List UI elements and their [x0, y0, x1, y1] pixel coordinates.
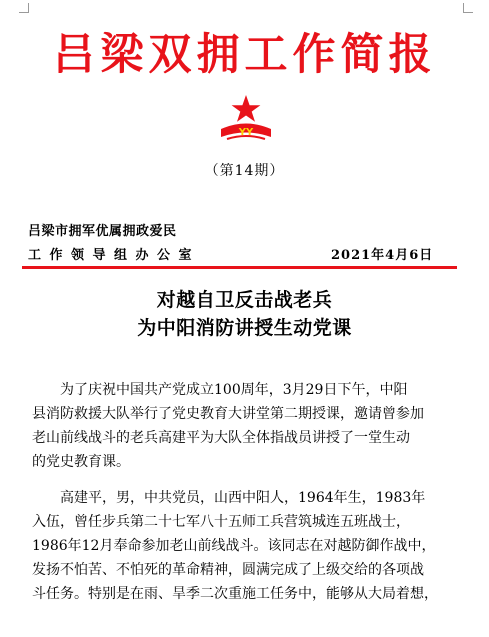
issue-number: （第14期） [204, 163, 285, 179]
masthead-title: 吕梁双拥工作简报 [52, 30, 437, 80]
paragraph-line: 老山前线战斗的老兵高建平为大队全体指战员讲授了一堂生动 [32, 430, 410, 446]
paragraph-line: 1986年12月奉命参加老山前线战斗。该同志在对越防御作战中， [32, 538, 436, 554]
paragraph-line: 县消防救援大队举行了党史教育大讲堂第二期授课，邀请曾参加 [32, 406, 424, 422]
paragraph-line: 为了庆祝中国共产党成立100周年，3月29日下午，中阳 [32, 382, 408, 398]
article-paragraph-2 [32, 486, 464, 606]
organization-name-line2: 工作领导组办公室 [28, 248, 201, 263]
page-corner-mark-left [19, 3, 29, 13]
organization-name-line1: 吕梁市拥军优属拥政爱民 [28, 224, 177, 239]
issue-date: 2021年4月6日 [331, 248, 434, 263]
article-title-line1: 对越自卫反击战老兵 [156, 289, 333, 311]
paragraph-line: 斗任务。特别是在雨、旱季二次重施工任务中，能够从大局着想， [32, 586, 438, 602]
svg-text:YY: YY [238, 127, 254, 138]
article-title-line2: 为中阳消防讲授生动党课 [137, 317, 352, 339]
bayi-star-emblem-icon [217, 94, 275, 144]
paragraph-line: 的党史教育课。 [32, 454, 130, 470]
paragraph-line: 高建平，男，中共党员，山西中阳人，1964年生，1983年 [32, 490, 426, 506]
paragraph-line: 发扬不怕苦、不怕死的革命精神，圆满完成了上级交给的各项战 [32, 562, 424, 578]
paragraph-line: 入伍，曾任步兵第二十七军八十五师工兵营筑城连五班战士， [32, 514, 410, 530]
article-paragraph-1 [32, 378, 464, 474]
page-corner-mark-right [463, 3, 473, 13]
red-divider-line [22, 266, 457, 269]
